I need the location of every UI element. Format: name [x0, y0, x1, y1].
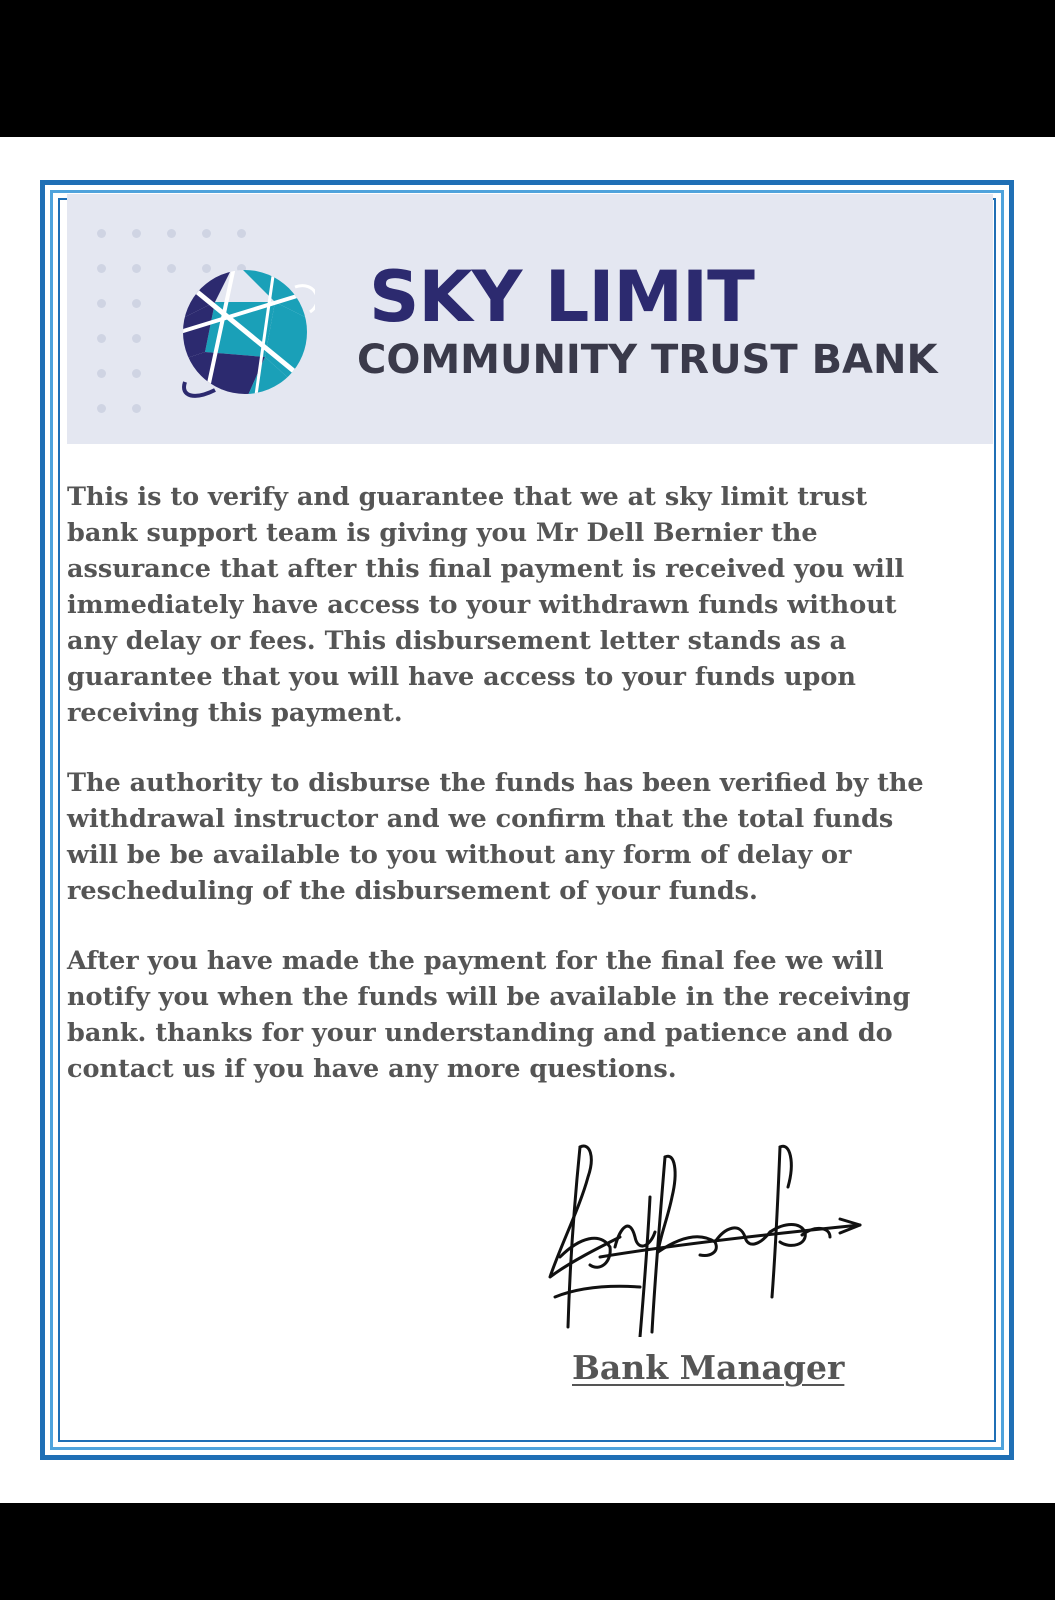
paragraph-authority: The authority to disburse the funds has been verified by the withdrawal instructor and we confirm that the total funds will be be available to you without any form of delay or rescheduling of the disbursement of your funds. — [67, 768, 924, 906]
bottom-black-bar — [0, 1503, 1055, 1600]
paragraph-notification: After you have made the payment for the final fee we will notify you when the funds will be available in the receiving bank. thanks for your understanding and patience and do contact us if you have any more questions. — [67, 946, 911, 1084]
bank-name: SKY LIMIT — [369, 256, 754, 338]
handwritten-signature — [540, 1137, 880, 1337]
globe-logo-icon — [175, 262, 315, 402]
letter-body — [67, 479, 967, 1121]
top-black-bar — [0, 0, 1055, 137]
bank-subtitle: COMMUNITY TRUST BANK — [357, 337, 938, 383]
signatory-title: Bank Manager — [572, 1348, 845, 1387]
letter-page — [0, 137, 1055, 1503]
paragraph-verification: This is to verify and guarantee that we at sky limit trust bank support team is giving you Mr Dell Bernier the assurance that after this final payment is received you will immediately have access to your withdrawn funds without any delay or fees. This disbursement letter stands as a guarantee that you will have access to your funds upon receiving this payment. — [67, 482, 905, 728]
letterhead — [67, 194, 993, 444]
